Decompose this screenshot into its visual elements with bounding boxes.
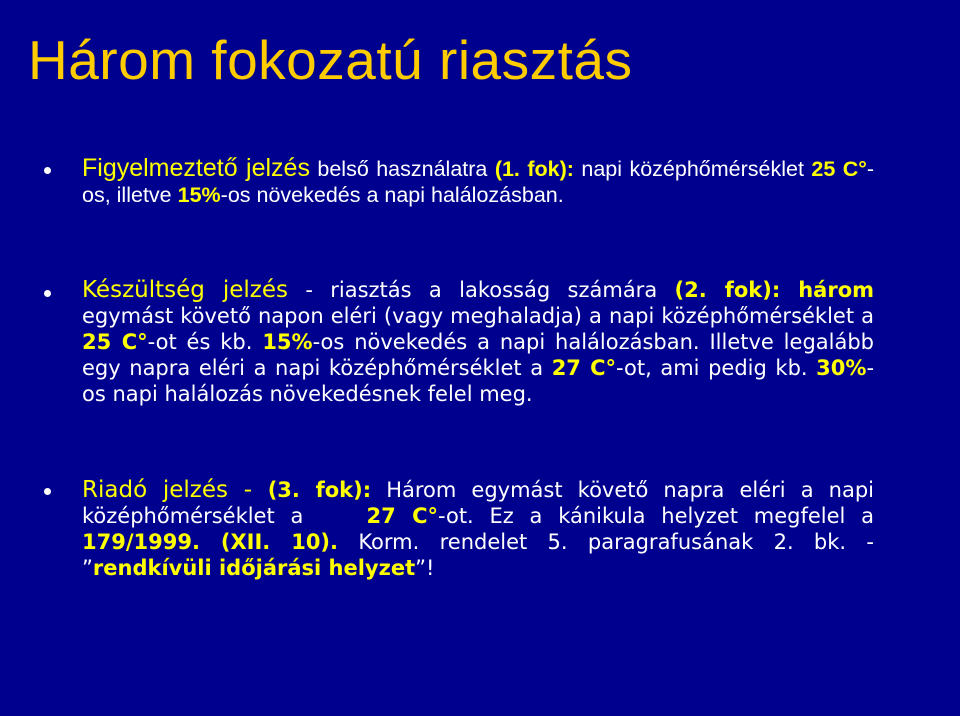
value-highlight: 15% <box>262 330 313 354</box>
bullet-text: Figyelmeztető jelzés belső használatra (1. fok): napi középhőmérséklet 25 C°-os, illetve 15%-os növekedés a napi halálozásban. <box>82 154 875 207</box>
bullet-dot <box>44 167 51 174</box>
item-heading: Készültség jelzés <box>82 277 288 303</box>
bullet-item-alarm <box>44 477 940 581</box>
value-highlight: 30% <box>816 356 867 380</box>
value-highlight: 15% <box>177 183 221 207</box>
level-label: (2. fok): <box>674 278 781 302</box>
bullet-dot <box>44 488 51 495</box>
item-heading: Figyelmeztető jelzés <box>82 154 310 182</box>
value-highlight: 27 C° <box>551 356 617 380</box>
bullet-item-readiness <box>44 277 940 407</box>
emphasis-text: rendkívüli időjárási helyzet <box>92 556 416 580</box>
level-label: (1. fok): <box>494 157 574 181</box>
bullet-text: Készültség jelzés - riasztás a lakosság számára (2. fok): három egymást követő napon eléri (vagy meghaladja) a napi középhőmérséklet a 25 C°-ot és kb. 15%-os növekedés a napi halálozásban. Illetve legalább egy napra eléri a napi középhőmérséklet a 27 C°-ot, ami pedig kb. 30%-os napi halálozás növekedésnek felel meg. <box>82 277 875 406</box>
value-highlight: három <box>780 278 874 302</box>
value-highlight: 25 C° <box>811 157 867 181</box>
value-highlight: 27 C° <box>366 504 438 528</box>
decree-reference: 179/1999. (XII. 10). <box>82 530 339 554</box>
bullet-dot <box>44 290 51 297</box>
bullet-text: Riadó jelzés - (3. fok): Három egymást követő napra eléri a napi középhőmérséklet a 27 C°-ot. Ez a kánikula helyzet megfelel a 179/1999. (XII. 10). Korm. rendelet 5. paragrafusának 2. bk. - ”rendkívüli időjárási helyzet”! <box>82 477 881 580</box>
level-label: (3. fok): <box>267 478 372 502</box>
item-heading: Riadó jelzés <box>82 477 228 503</box>
slide-title: Három fokozatú riasztás <box>28 29 633 91</box>
bullet-item-warning <box>44 155 940 208</box>
value-highlight: 25 C° <box>82 330 148 354</box>
